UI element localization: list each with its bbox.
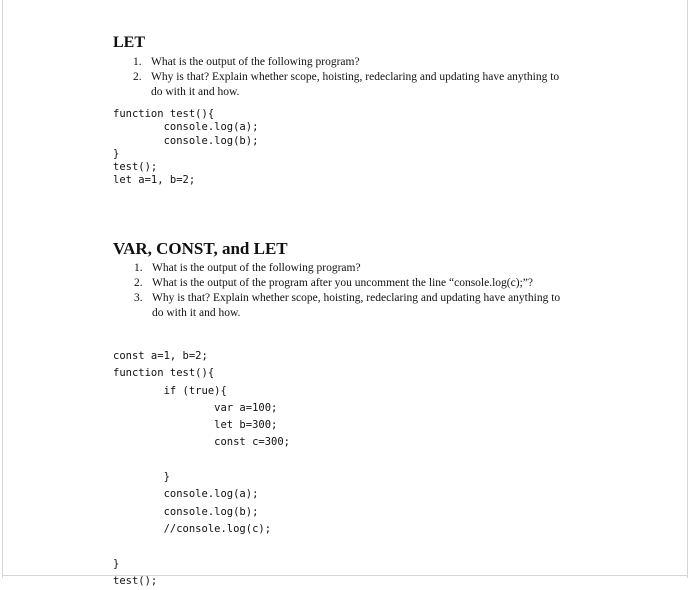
question-number: 2. [134, 277, 143, 289]
question-number: 2. [133, 71, 142, 83]
section-var-const-let-code: const a=1, b=2; function test(){ if (true){ var a=100; let b=300; const c=300; } console.log(a); console.log(b); //console.log(c); } test(); [113, 350, 291, 587]
question-number: 1. [134, 262, 143, 274]
page-border-right [687, 0, 688, 578]
question-item [134, 261, 574, 276]
page-border-left [2, 0, 3, 578]
question-number: 3. [134, 292, 143, 304]
question-text: Why is that? Explain whether scope, hoisting, redeclaring and updating have anything to do with it and how. [151, 71, 560, 98]
section-var-const-let-questions [134, 261, 574, 321]
section-let-code: function test(){ console.log(a); console.log(b); } test(); let a=1, b=2; [113, 108, 259, 187]
question-item [133, 70, 573, 100]
question-item [134, 291, 574, 321]
question-text: What is the output of the program after you uncomment the line “console.log(c);”? [152, 277, 533, 289]
question-number: 1. [133, 56, 142, 68]
question-text: What is the output of the following program? [152, 262, 361, 274]
question-text: What is the output of the following program? [151, 56, 360, 68]
question-text: Why is that? Explain whether scope, hoisting, redeclaring and updating have anything to do with it and how. [152, 292, 561, 319]
question-item [134, 276, 574, 291]
question-item [133, 55, 573, 70]
section-let-questions [133, 55, 573, 100]
page-border-bottom [2, 575, 688, 576]
section-var-const-let-title: VAR, CONST, and LET [113, 239, 288, 258]
section-let-title: LET [113, 34, 146, 51]
